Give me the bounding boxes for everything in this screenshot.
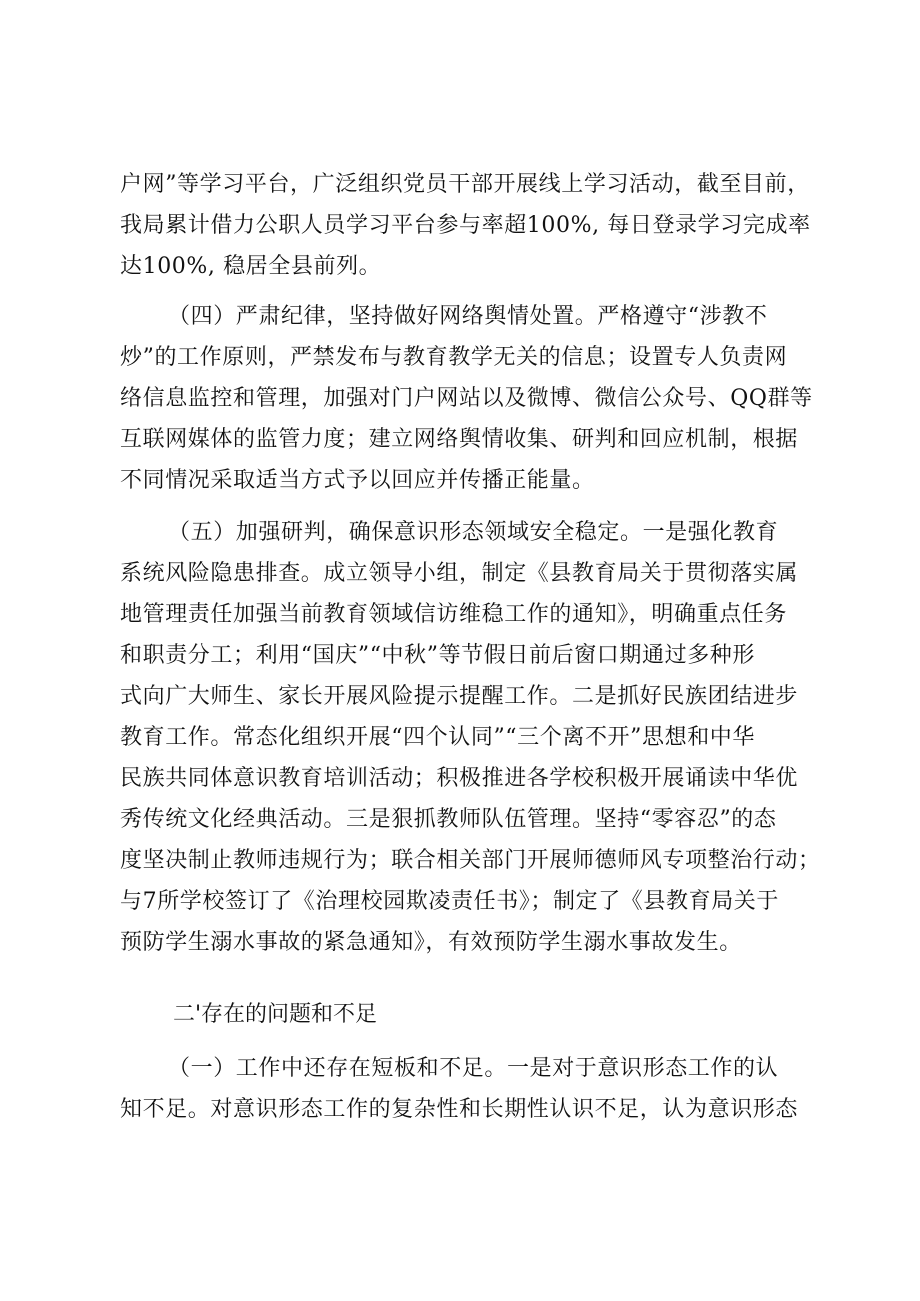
text-line: 炒”的工作原则，严禁发布与教育教学无关的信息；设置专人负责网 bbox=[120, 345, 788, 370]
text-line: 络信息监控和管理，加强对门户网站以及微博、微信公众号、QQ群等 bbox=[120, 386, 813, 411]
section-heading: 二'存在的问题和不足 bbox=[173, 1002, 378, 1027]
text-line: 度坚决制止教师违规行为；联合相关部门开展师德师风专项整治行动； bbox=[120, 848, 821, 873]
text-line: （五）加强研判，确保意识形态领域安全稳定。一是强化教育 bbox=[168, 520, 779, 545]
text-line: 不同情况采取适当方式予以回应并传播正能量。 bbox=[120, 468, 595, 493]
text-line: 互联网媒体的监管力度；建立网络舆情收集、研判和回应机制，根据 bbox=[120, 427, 799, 452]
text-line: （四）严肃纪律，坚持做好网络舆情处置。严格遵守“涉教不 bbox=[168, 304, 768, 329]
paragraph-continuation bbox=[120, 164, 810, 287]
paragraph-section-two bbox=[120, 1048, 810, 1130]
text-line: 我局累计借力公职人员学习平台参与率超100%, 每日登录学习完成率 bbox=[120, 213, 811, 238]
text-line: （一）工作中还存在短板和不足。一是对于意识形态工作的认 bbox=[168, 1056, 779, 1081]
text-line: 知不足。对意识形态工作的复杂性和长期性认识不足，认为意识形态 bbox=[120, 1097, 799, 1122]
text-line: 式向广大师生、家长开展风险提示提醒工作。二是抓好民族团结进步 bbox=[120, 684, 799, 709]
text-line: 秀传统文化经典活动。三是狠抓教师队伍管理。坚持“零容忍”的态 bbox=[120, 807, 777, 832]
text-line: 与7所学校签订了《治理校园欺凌责任书》；制定了《县教育局关于 bbox=[120, 889, 779, 914]
paragraph-five bbox=[120, 512, 821, 963]
text-line: 地管理责任加强当前教育领域信访维稳工作的通知》，明确重点任务 bbox=[120, 602, 788, 627]
text-line: 民族共同体意识教育培训活动；积极推进各学校积极开展诵读中华优 bbox=[120, 766, 799, 791]
text-line: 和职责分工；利用“国庆”“中秋”等节假日前后窗口期通过多种形 bbox=[120, 643, 755, 668]
text-line: 预防学生溺水事故的紧急通知》，有效预防学生溺水事故发生。 bbox=[120, 930, 742, 955]
paragraph-four bbox=[120, 296, 813, 501]
text-line: 系统风险隐患排查。成立领导小组，制定《县教育局关于贯彻落实属 bbox=[120, 561, 799, 586]
text-line: 户网”等学习平台，广泛组织党员干部开展线上学习活动，截至目前， bbox=[120, 172, 810, 197]
text-line: 教育工作。常态化组织开展“四个认同”“三个离不开”思想和中华 bbox=[120, 725, 755, 750]
text-line: 达100%, 稳居全县前列。 bbox=[120, 254, 382, 279]
